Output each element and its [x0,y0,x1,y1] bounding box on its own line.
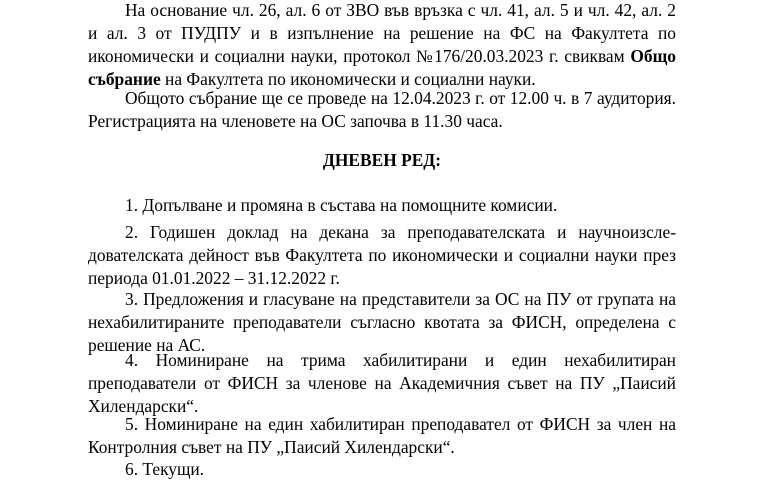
agenda-item-5: 5. Номиниране на един хабилитиран преподавател от ФИСН за член на Контролния съвет на ПУ „Паисий Хилендарски“. [88,414,676,457]
schedule-text: Общото събрание ще се проведе на 12.04.2023 г. от 12.00 ч. в 7 аудитория. Регистрацията на членовете на ОС започва в 11.30 часа. [88,88,676,131]
intro-text-start: На основание чл. 26, ал. 6 от ЗВО във връзка с чл. 41, ал. 5 и чл. 42, ал. 2 и ал. 3 от ПУДПУ и в изпълнение на решение на ФС на Факултета по икономически и социални науки, протокол №176/20.03.2023 г. свиквам [88,0,676,66]
intro-paragraph-convocation [88,0,676,91]
agenda-item-4: 4. Номиниране на трима хабилитирани и един нехабилитиран преподаватели от ФИСН за членове на Академичния съвет на ПУ „Паисий Хилендарски“. [88,350,676,416]
general-assembly-bold: Общо събрание [88,46,676,89]
agenda-item-3: 3. Предложения и гласуване на представители за ОС на ПУ от групата на нехабилитираните преподаватели съгласно квотата за ФИСН, определена с решение на АС. [88,289,676,355]
intro-paragraph-schedule [88,87,676,133]
agenda-item-1: 1. Допълване и промяна в състава на помощните комисии. [125,195,558,215]
intro-text-end: на Факултета по икономически и социални науки. [160,69,536,89]
agenda-heading: ДНЕВЕН РЕД: [322,150,442,170]
agenda-item-2: 2. Годишен доклад на декана за преподавателската и научноизсле-дователската дейност във Факултета по икономически и социални науки през периода 01.01.2022 – 31.12.2022 г. [88,222,676,288]
agenda-item-6: 6. Текущи. [125,459,205,479]
